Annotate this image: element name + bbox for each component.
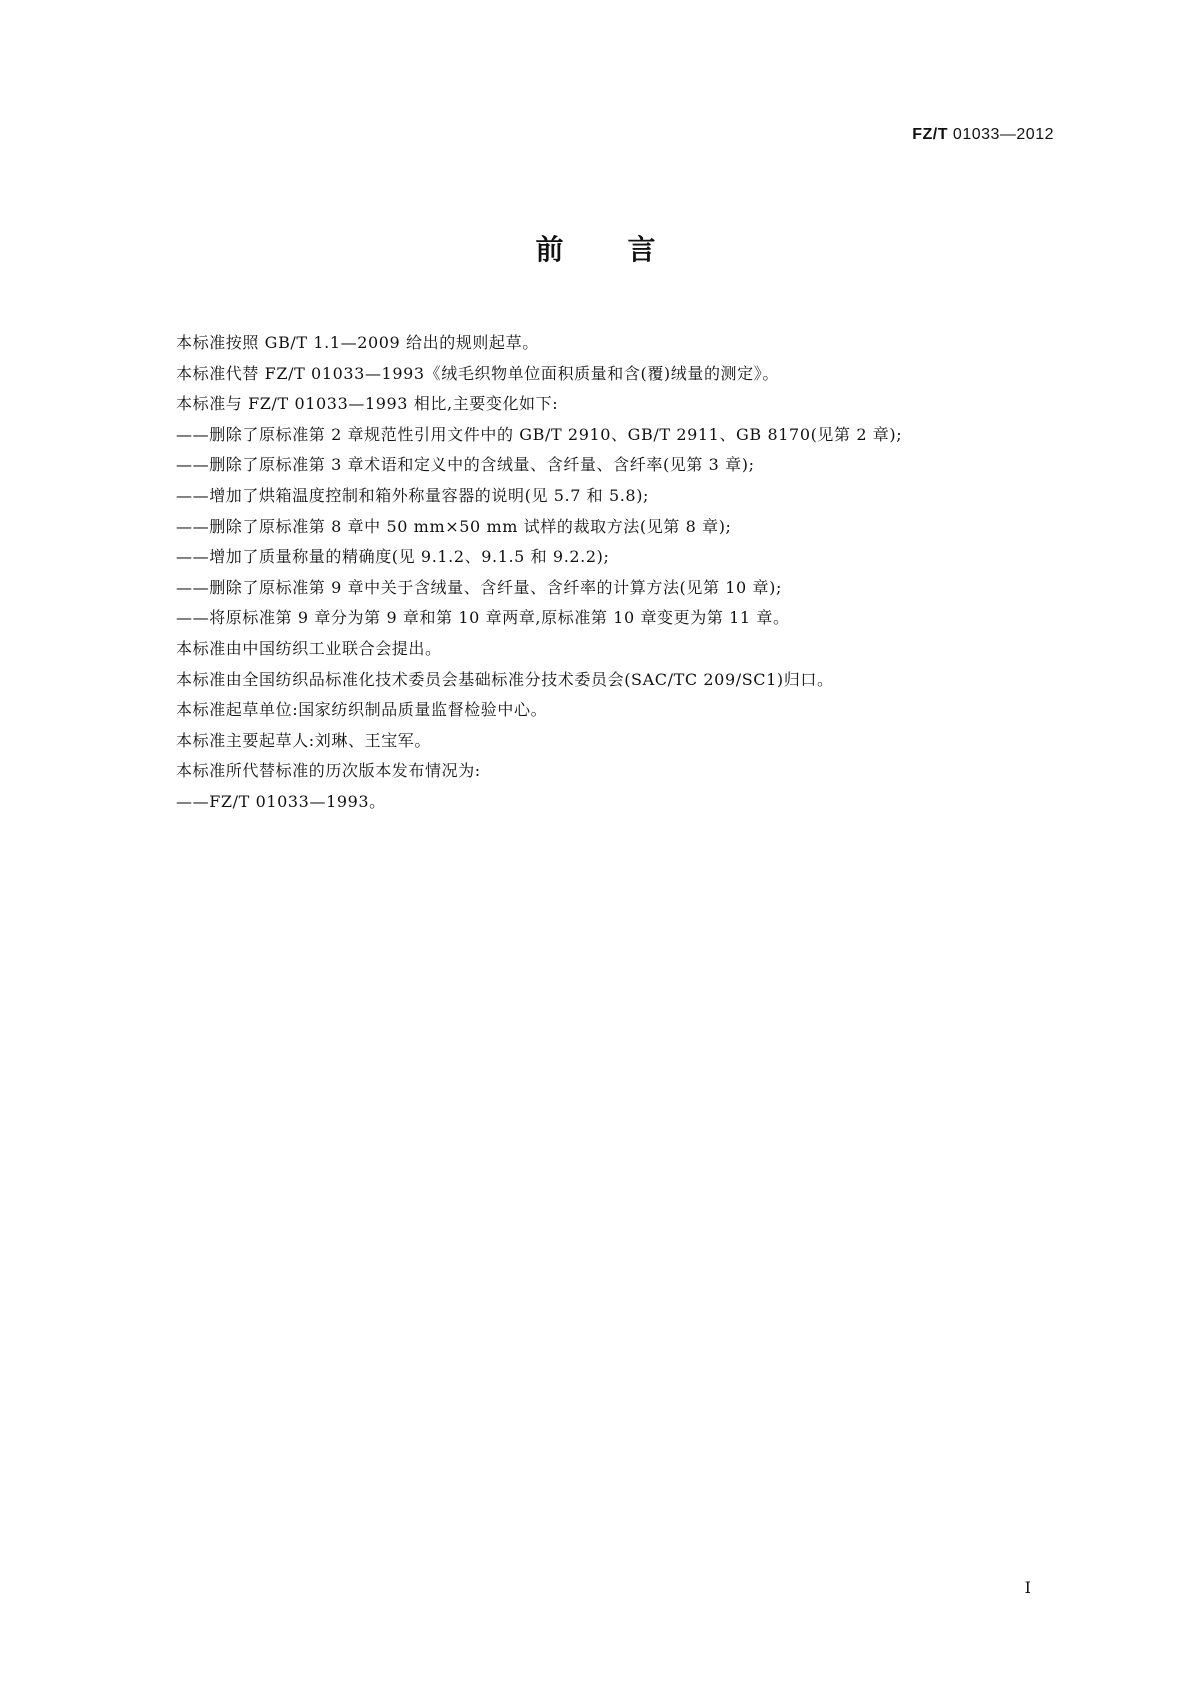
- change-item: ——删除了原标准第 8 章中 50 mm×50 mm 试样的裁取方法(见第 8 章);: [176, 516, 732, 536]
- foreword-line: 本标准代替 FZ/T 01033—1993《绒毛织物单位面积质量和含(覆)绒量的测定》。: [176, 363, 779, 383]
- foreword-line: 本标准与 FZ/T 01033—1993 相比,主要变化如下:: [176, 394, 559, 414]
- foreword-line: 本标准由中国纺织工业联合会提出。: [176, 638, 442, 658]
- standard-prefix: FZ/T: [912, 126, 948, 143]
- foreword-line: 本标准所代替标准的历次版本发布情况为:: [176, 761, 481, 781]
- history-item: ——FZ/T 01033—1993。: [176, 791, 386, 811]
- change-item: ——增加了烘箱温度控制和箱外称量容器的说明(见 5.7 和 5.8);: [176, 485, 650, 505]
- foreword-line: 本标准由全国纺织品标准化技术委员会基础标准分技术委员会(SAC/TC 209/SC1)归口。: [176, 669, 834, 689]
- change-item: ——删除了原标准第 2 章规范性引用文件中的 GB/T 2910、GB/T 2911、GB 8170(见第 2 章);: [176, 424, 903, 444]
- standard-code: 01033—2012: [947, 126, 1054, 143]
- change-item: ——删除了原标准第 3 章术语和定义中的含绒量、含纤量、含纤率(见第 3 章);: [176, 455, 755, 475]
- change-item: ——增加了质量称量的精确度(见 9.1.2、9.1.5 和 9.2.2);: [176, 547, 610, 567]
- foreword-line: 本标准按照 GB/T 1.1—2009 给出的规则起草。: [176, 333, 539, 352]
- standard-number: [912, 126, 1054, 144]
- page-title: 前言: [535, 233, 720, 266]
- foreword-line: 本标准主要起草人:刘琳、王宝军。: [176, 730, 431, 750]
- page-number: I: [1024, 1578, 1031, 1597]
- change-item: ——删除了原标准第 9 章中关于含绒量、含纤量、含纤率的计算方法(见第 10 章);: [176, 577, 782, 597]
- foreword-line: 本标准起草单位:国家纺织制品质量监督检验中心。: [176, 700, 548, 720]
- change-item: ——将原标准第 9 章分为第 9 章和第 10 章两章,原标准第 10 章变更为第 11 章。: [176, 608, 790, 628]
- foreword-body: [176, 328, 1056, 818]
